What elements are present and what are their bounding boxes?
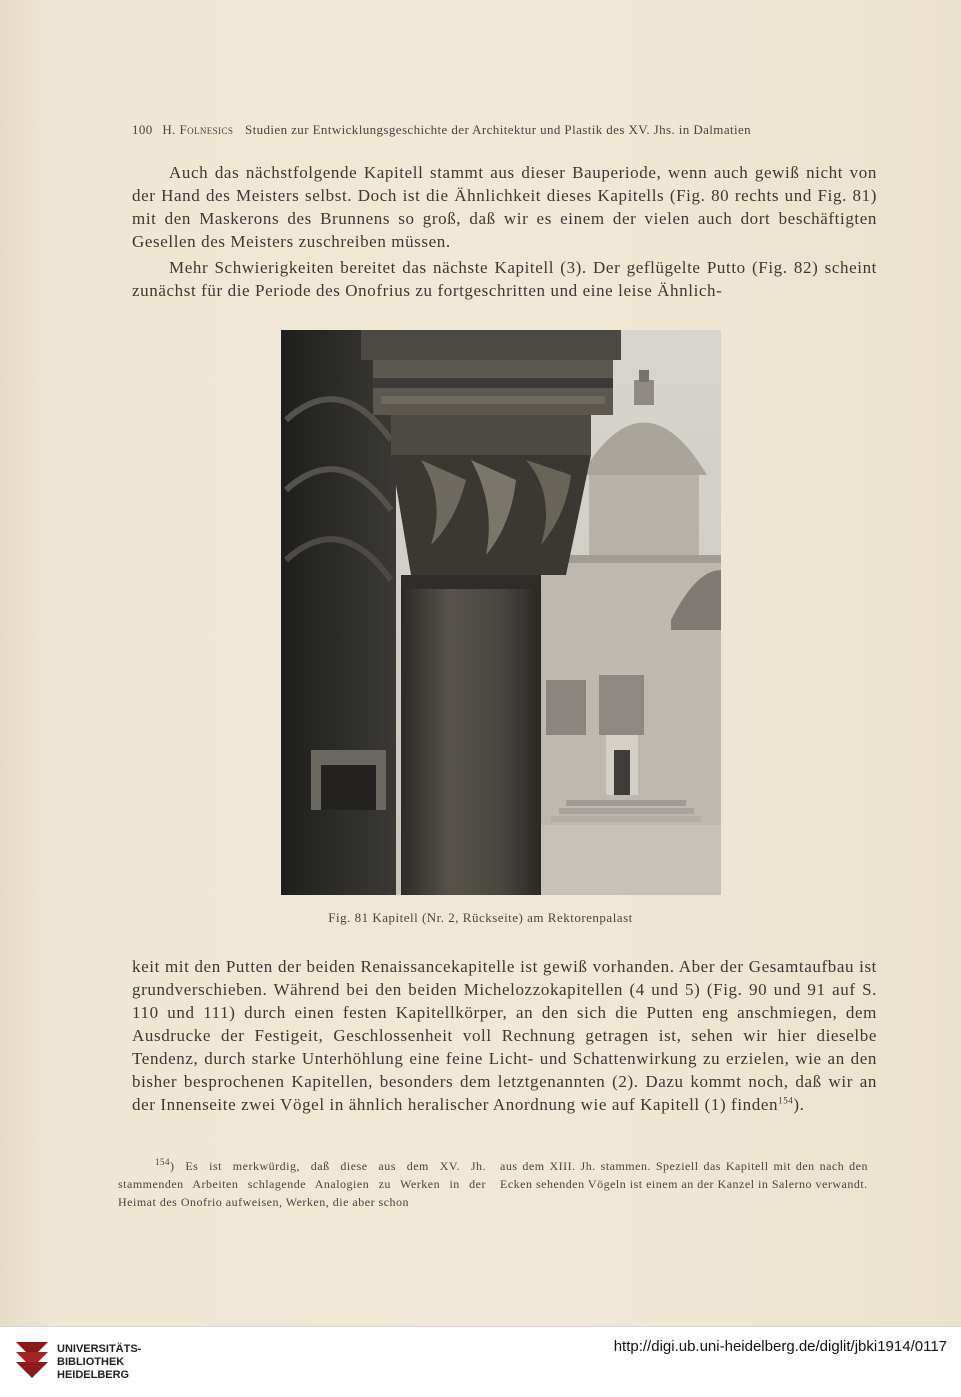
figure-photograph [281,330,721,895]
figure-caption: Fig. 81 Kapitell (Nr. 2, Rückseite) am Rektorenpalast [328,910,633,925]
footnote-marker: 154 [155,1157,170,1167]
footnote-left-column [118,1157,486,1211]
book-title: Studien zur Entwicklungsgeschichte der Architektur und Plastik des XV. Jhs. in Dalmatien [244,122,752,137]
author-name: H. Folnesics [162,122,234,137]
paragraph-2: Mehr Schwierigkeiten bereitet das nächste Kapitell (3). Der geflügelte Putto (Fig. 82) scheint zunächst für die Periode des Onofrius zu fortgeschritten und eine leise Ähnlich- [132,258,877,300]
institution-line-1: UNIVERSITÄTS- [57,1343,142,1355]
university-library-logo[interactable] [12,1338,52,1387]
footnote-left-text: ) Es ist merkwürdig, daß diese aus dem XV. Jh. stammenden Arbeiten schlagende Analogien zu Werken in der Heimat des Onofrio aufweisen, Werken, die aber schon [118,1159,486,1209]
library-seal-icon [12,1338,52,1382]
paragraph-3-text: keit mit den Putten der beiden Renaissancekapitelle ist gewiß vorhanden. Aber der Gesamtaufbau ist grundverschieben. Während bei den beiden Michelozzokapitellen (4 und 5) (Fig. 90 und 91 auf S. 110 und 111) durch einen festen Kapitellkörper, an den sich die Putten eng anschmiegen, dem Ausdrucke der Festigeit, Geschlossenheit voll Rechnung getragen ist, sehen wir hier dieselbe Tendenz, durch starke Unterhöhlung eine feine Licht- und Schattenwirkung zu erzielen, wie an den bisher besprochenen Kapitellen, besonders dem letztgenannten (2). Dazu kommt noch, daß wir an der Innenseite zwei Vögel in ähnlich heralischer Anordnung wie auf Kapitell (1) finden [132,957,877,1114]
capital-photo-illustration [281,330,721,895]
institution-line-3: HEIDELBERG [57,1369,130,1381]
library-footer [0,1326,961,1397]
institution-line-2: BIBLIOTHEK [57,1356,125,1368]
permalink-url[interactable]: http://digi.ub.uni-heidelberg.de/diglit/jbki1914/0117 [613,1338,947,1355]
paragraph-3 [132,955,877,1116]
paragraph-3-end: ). [793,1095,805,1114]
running-head [132,122,852,138]
footnote-right-column: aus dem XIII. Jh. stammen. Speziell das Kapitell mit den nach den Ecken sehenden Vögeln ist einem an der Kanzel in Salerno verwandt. [500,1159,868,1191]
footnote-reference[interactable]: 154 [778,1095,794,1106]
page-number: 100 [132,122,153,137]
paragraph-1: Auch das nächstfolgende Kapitell stammt aus dieser Bauperiode, wenn auch gewiß nicht von der Hand des Meisters selbst. Doch ist die Ähnlichkeit dieses Kapitells (Fig. 80 rechts und Fig. 81) mit den Maskerons des Brunnens so groß, daß wir es einem der vielen auch dort beschäftigten Gesellen des Meisters zuschreiben müssen. [132,163,877,251]
institution-name [57,1343,141,1382]
